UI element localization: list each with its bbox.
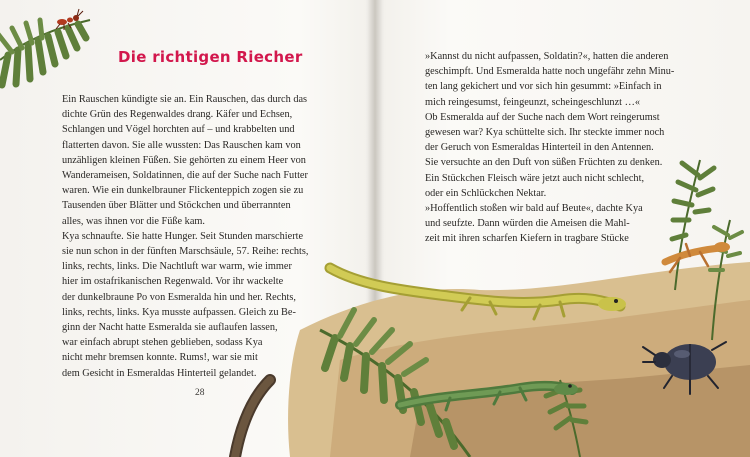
text-line: Wanderameisen, Soldatinnen, die auf der Suche nach Futter: [62, 170, 308, 182]
text-line: alles, was ihnen vor die Füße kam.: [62, 215, 205, 227]
text-line: geschimpft. Und Esmeralda hatte noch ungefähr zehn Minu-: [425, 66, 675, 78]
text-line: »Kannst du nicht aufpassen, Soldatin?«, hatten die anderen: [425, 51, 669, 62]
text-line: der Geruch von Esmeraldas Hinterteil in den Antennen.: [425, 142, 654, 154]
text-line: Kya schnaufte. Sie hatte Hunger. Seit Stunden marschierte: [62, 230, 304, 242]
text-line: Tausenden über Blätter und Stöckchen und überrannten: [62, 200, 291, 212]
text-line: Sie versuchte an den Duft von süßen Früchten zu denken.: [425, 157, 663, 169]
text-line: war einfach abrupt stehen geblieben, sodass Kya: [62, 337, 263, 349]
text-line: flatterten davon. Sie alle wussten: Das Rauschen kam von: [62, 139, 301, 151]
millipede-illustration: [235, 380, 270, 457]
left-page-body: [62, 92, 309, 381]
text-line: ten lang gekichert und vor sich hin gesummt: »Einfach in: [425, 81, 662, 93]
chapter-heading: Die richtigen Riecher: [118, 48, 303, 66]
text-line: »Hoffentlich stoßen wir bald auf Beute«, dachte Kya: [425, 203, 643, 215]
text-line: ginn der Nacht hatte Esmeralda sie auflaufen lassen,: [62, 322, 278, 334]
text-line: und seufzte. Dann würden die Ameisen die Mahl-: [425, 218, 630, 230]
text-line: nicht mehr bremsen konnte. Rums!, war sie mit: [62, 352, 258, 364]
text-line: gewesen war? Kya schüttelte sich. Ihr steckte immer noch: [425, 127, 665, 139]
text-line: dichte Grün des Regenwaldes drang. Käfer und Echsen,: [62, 109, 293, 121]
text-line: oder ein Schlückchen Nektar.: [425, 187, 547, 199]
page-number: 28: [195, 388, 205, 398]
text-line: Schlangen und Vögel horchten auf – und krabbelten und: [62, 124, 295, 136]
text-line: Ob Esmeralda auf der Suche nach dem Wort reingerumst: [425, 111, 660, 123]
text-line: mich reingesumst, feingeunzt, scheingeschlunzt …«: [425, 96, 641, 108]
text-line: sie nun schon in der fünften Marschsäule, 57. Reihe: rechts,: [62, 246, 309, 258]
text-line: dem Gesicht in Esmeraldas Hinterteil gelandet.: [62, 367, 257, 379]
text-line: waren. Wie ein dunkelbrauner Flickenteppich zogen sie zu: [62, 185, 304, 197]
text-line: links, rechts, links. Die Nachtluft war warm, wie immer: [62, 261, 292, 273]
right-page-body: [425, 49, 674, 247]
text-line: Ein Stückchen Fleisch wäre jetzt auch nicht schlecht,: [425, 172, 645, 184]
text-line: links, rechts, links. Kya musste aufpassen. Gleich zu Be-: [62, 306, 296, 318]
text-line: hier im ostafrikanischen Regenwald. Vor ihr wackelte: [62, 276, 284, 288]
text-line: zeit mit ihren scharfen Kiefern in tragbare Stücke: [425, 233, 629, 245]
text-line: Ein Rauschen kündigte sie an. Ein Rauschen, das durch das: [62, 94, 308, 105]
fern-leaf-top-left: [0, 20, 90, 85]
text-line: unzähligen kleinen Füßen. Sie gehörten zu einem Heer von: [62, 154, 306, 166]
text-line: der dunkelbraune Po von Esmeralda hin und her. Rechts,: [62, 291, 296, 303]
